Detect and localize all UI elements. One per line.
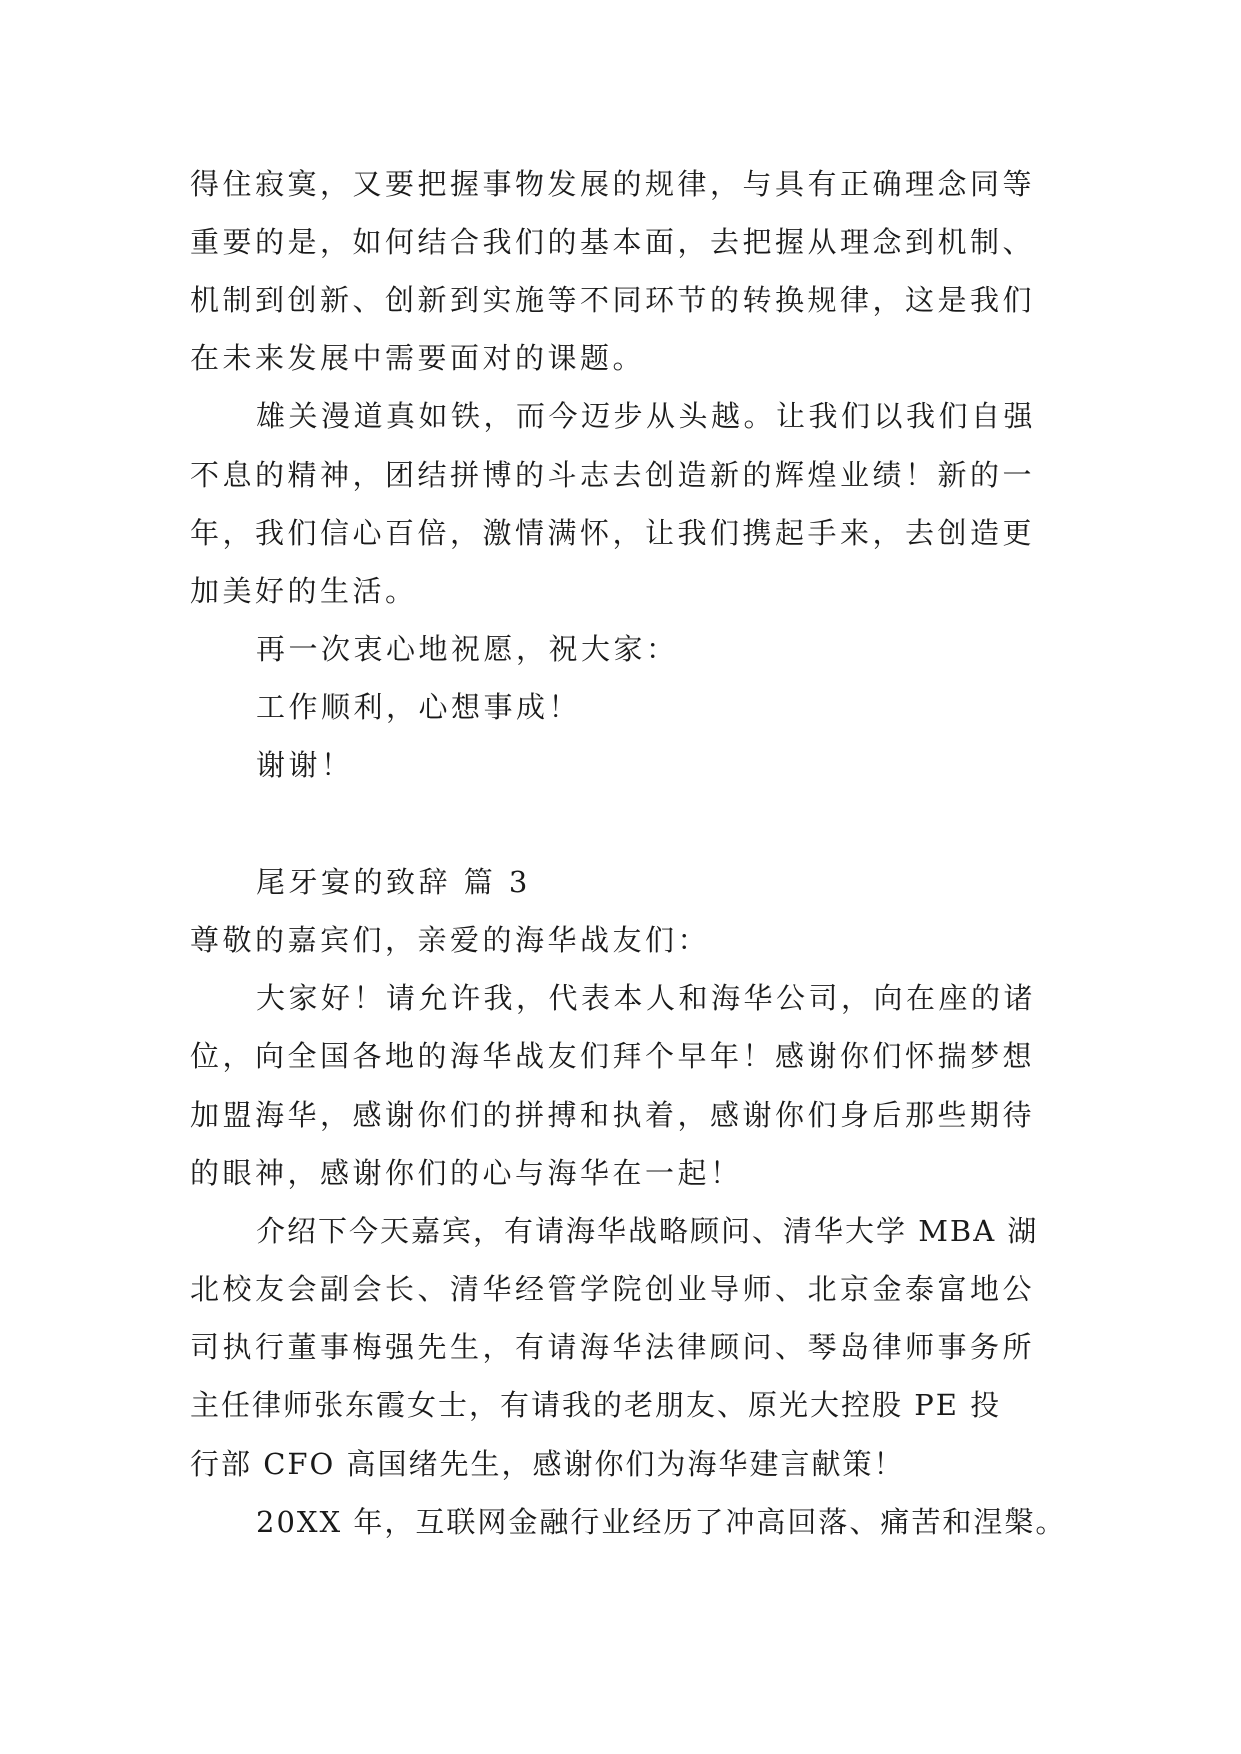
body-text-line: 在未来发展中需要面对的课题。	[190, 341, 646, 375]
paragraph-first-line: 大家好！请允许我，代表本人和海华公司，向在座的诸	[256, 981, 1037, 1015]
body-text-line: 不息的精神，团结拼博的斗志去创造新的辉煌业绩！新的一	[190, 458, 1036, 492]
body-text-line: 北校友会副会长、清华经管学院创业导师、北京金泰富地公	[190, 1272, 1036, 1306]
body-text-line: 行部 CFO 高国绪先生，感谢你们为海华建言献策！	[190, 1447, 905, 1481]
body-text-line: 的眼神，感谢你们的心与海华在一起！	[190, 1156, 743, 1190]
body-text-line: 得住寂寞，又要把握事物发展的规律，与具有正确理念同等	[190, 167, 1036, 201]
paragraph-first-line: 20XX 年，互联网金融行业经历了冲高回落、痛苦和涅槃。	[256, 1505, 1067, 1539]
paragraph-first-line: 介绍下今天嘉宾，有请海华战略顾问、清华大学 MBA 湖	[256, 1214, 1039, 1248]
section-heading: 尾牙宴的致辞 篇 3	[256, 865, 531, 899]
paragraph-first-line: 工作顺利，心想事成！	[256, 690, 582, 724]
body-text-line: 司执行董事梅强先生，有请海华法律顾问、琴岛律师事务所	[190, 1330, 1036, 1364]
paragraph-first-line: 雄关漫道真如铁，而今迈步从头越。让我们以我们自强	[256, 399, 1037, 433]
body-text-line: 加美好的生活。	[190, 574, 418, 608]
paragraph-first-line: 再一次衷心地祝愿，祝大家：	[256, 632, 679, 666]
body-text-line: 位，向全国各地的海华战友们拜个早年！感谢你们怀揣梦想	[190, 1039, 1036, 1073]
paragraph-first-line: 谢谢！	[256, 748, 354, 782]
body-text-line: 重要的是，如何结合我们的基本面，去把握从理念到机制、	[190, 225, 1036, 259]
salutation: 尊敬的嘉宾们，亲爱的海华战友们：	[190, 923, 711, 957]
body-text-line: 主任律师张东霞女士，有请我的老朋友、原光大控股 PE 投	[190, 1388, 1002, 1422]
body-text-line: 年，我们信心百倍，激情满怀，让我们携起手来，去创造更	[190, 516, 1036, 550]
body-text-line: 机制到创新、创新到实施等不同环节的转换规律，这是我们	[190, 283, 1036, 317]
body-text-line: 加盟海华，感谢你们的拼搏和执着，感谢你们身后那些期待	[190, 1098, 1036, 1132]
